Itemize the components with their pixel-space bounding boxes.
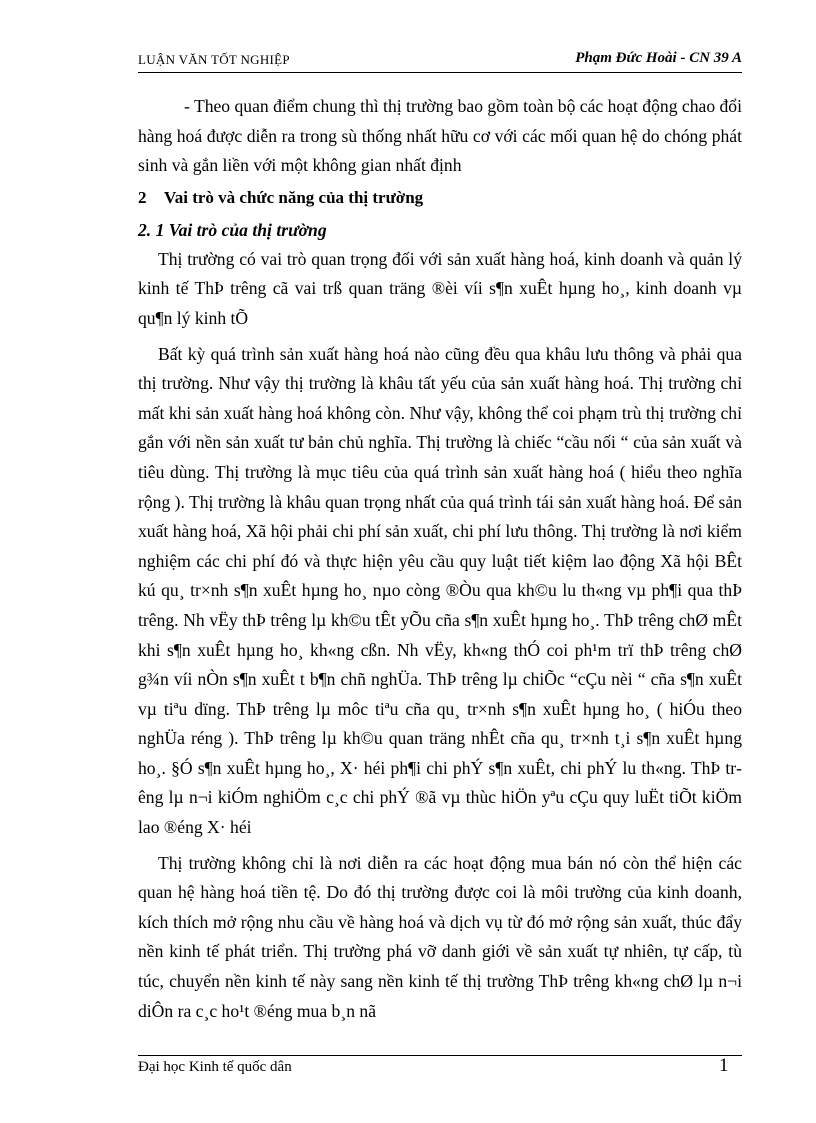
page-number: 1 bbox=[719, 1055, 729, 1076]
paragraph-role-intro: Thị trường có vai trò quan trọng đối với sản xuất hàng hoá, kinh doanh và quản lý kinh tế ThÞ trêng cã vai trß quan träng ®èi víi s¶n xuÊt hµng ho¸, kinh doanh vµ qu¶n lý kinh tÕ bbox=[138, 248, 742, 328]
paragraph-definition: - Theo quan điểm chung thì thị trường bao gồm toàn bộ các hoạt động chao đổi hàng hoá được diễn ra trong sù thống nhất hữu cơ với các mối quan hệ do chóng phát sinh và gắn liền với một không gian nhất định bbox=[138, 96, 742, 176]
section-heading bbox=[138, 183, 742, 213]
section-title: Vai trò và chức năng của thị trường bbox=[164, 187, 424, 207]
paragraph-production: Bất kỳ quá trình sản xuất hàng hoá nào cũng đều qua khâu lưu thông và phải qua thị trường. Như vậy thị trường là khâu tất yếu của sản xuất hàng hoá. Thị trường chỉ mất khi sản xuất hàng hoá không còn. Như vậy, không thể coi phạm trù thị trường chỉ gắn với nền sản xuất tư bản chủ nghĩa. Thị trường là chiếc “cầu nối “ của sản xuất và tiêu dùng. Thị trường là mục tiêu của quá trình sản xuất hàng hoá ( hiểu theo nghĩa rộng ). Thị trường là khâu quan trọng nhất của quá trình tái sản xuất hàng hoá. Để sản xuất hàng hoá, Xã hội phải chi phí sản xuất, chi phí lưu thông. Thị trường là nơi kiểm nghiệm các chi phí đó và thực hiện yêu cầu quy luật tiết kiệm lao động Xã hội BÊt kú qu¸ tr×nh s¶n xuÊt hµng ho¸ nµo còng ®Òu qua kh©u lu th«ng vµ ph¶i qua thÞ trêng. Nh vËy thÞ trêng lµ kh©u tÊt yÕu cña s¶n xuÊt hµng ho¸. ThÞ trêng chØ mÊt khi s¶n xuÊt hµng ho¸ kh«ng cßn. Nh vËy, kh«ng thÓ coi ph¹m trï thÞ trêng chØ g¾n víi nÒn s¶n xuÊt t b¶n chñ nghÜa. ThÞ trêng lµ chiÕc “cÇu nèi “ cña s¶n xuÊt vµ tiªu dïng. ThÞ trêng lµ môc tiªu cña qu¸ tr×nh s¶n xuÊt hµng ho¸ ( hiÓu theo nghÜa réng ). ThÞ trêng lµ kh©u quan träng nhÊt cña qu¸ tr×nh t¸i s¶n xuÊt hµng ho¸. §Ó s¶n xuÊt hµng ho¸, X· héi ph¶i chi phÝ s¶n xuÊt, chi phÝ lu th«ng. ThÞ trêng lµ n¬i kiÓm nghiÖm c¸c chi phÝ ®ã vµ thùc hiÖn yªu cÇu quy luËt tiÕt kiÖm lao ®éng X· héi bbox=[138, 343, 742, 838]
document-body bbox=[138, 92, 742, 1026]
section-number: 2 bbox=[138, 187, 147, 207]
footer-university: Đại học Kinh tế quốc dân bbox=[138, 1059, 292, 1075]
subsection-heading: 2. 1 Vai trò của thị trường bbox=[138, 219, 327, 240]
paragraph-market-environment: Thị trường không chỉ là nơi diễn ra các hoạt động mua bán nó còn thể hiện các quan hệ hàng hoá tiền tệ. Do đó thị trường được coi là môi trường của kinh doanh, kích thích mở rộng nhu cầu về hàng hoá và dịch vụ từ đó mở rộng sản xuất, thúc đẩy nền kinh tế phát triển. Thị trường phá vỡ danh giới về sản xuất tự nhiên, tự cấp, tù túc, chuyển nền kinh tế này sang nền kinh tế thị trường ThÞ trêng kh«ng chØ lµ n¬i diÔn ra c¸c ho¹t ®éng mua b¸n nã bbox=[138, 852, 742, 1021]
footer-divider bbox=[138, 1055, 742, 1056]
page-header bbox=[138, 48, 742, 73]
header-title: LUẬN VĂN TỐT NGHIỆP bbox=[138, 52, 290, 67]
header-author: Phạm Đức Hoài - CN 39 A bbox=[575, 50, 742, 66]
